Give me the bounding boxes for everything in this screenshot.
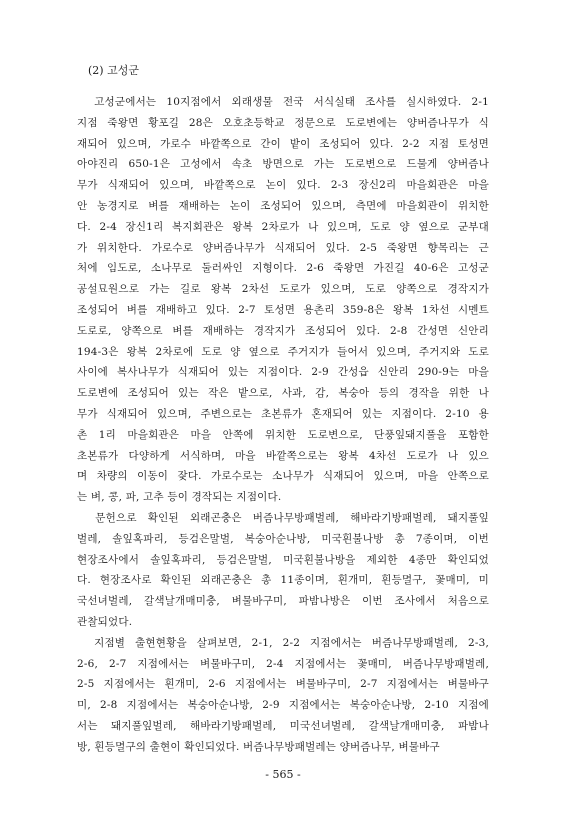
text-line: 다. 2-4 장신1리 복지회관은 왕복 2차로가 나 있으며, 도로 양 옆으로 군부대 bbox=[77, 220, 489, 233]
text-line: 지점별 출현현황을 살펴보면, 2-1, 2-2 지점에서는 버즘나무방패벌레, 2-3, bbox=[77, 636, 489, 649]
text-line: 서는 돼지풀잎벌레, 해바라기방패벌레, 미국선녀벌레, 갈색날개매미충, 파밤나 bbox=[77, 719, 489, 732]
text-line: 처에 임도로, 소나무로 둘러싸인 지형이다. 2-6 죽왕면 가진길 40-6은 고성군 bbox=[77, 262, 489, 275]
text-line: 촌 1리 마을회관은 마을 안쪽에 위치한 도로변으로, 단풍잎돼지풀을 포함한 bbox=[77, 428, 489, 441]
text-line: 2-5 지점에서는 흰개미, 2-6 지점에서는 벼물바구미, 2-7 지점에서는 벼물바구 bbox=[77, 678, 489, 691]
text-line: 194-3은 왕복 2차로에 도로 양 옆으로 주거지가 들어서 있으며, 주거지와 도로 bbox=[77, 345, 489, 358]
text-line: 벌레, 솔잎혹파리, 등검은말벌, 복숭아순나방, 미국흰불나방 총 7종이며, 이번 bbox=[77, 532, 489, 545]
text-line: 초본류가 다양하게 서식하며, 마을 바깥쪽으로는 왕복 4차선 도로가 나 있으 bbox=[77, 449, 489, 462]
text-line: 아야진리 650-1은 고성에서 속초 방면으로 가는 도로변으로 드물게 양버즘나 bbox=[77, 158, 489, 171]
text-line: 고성군에서는 10지점에서 외래생물 전국 서식실태 조사를 실시하였다. 2-1 bbox=[77, 96, 489, 108]
text-line: 지점 죽왕면 황포길 28은 오호초등학교 정문으로 도로변에는 양버즘나무가 식 bbox=[77, 116, 489, 129]
text-line: 현장조사에서 솔잎혹파리, 등검은말벌, 미국흰불나방을 제외한 4종만 확인되었 bbox=[77, 553, 489, 566]
text-line: 미, 2-8 지점에서는 복숭아순나방, 2-9 지점에서는 복숭아순나방, 2-10 지점에 bbox=[77, 699, 489, 712]
paragraph-3 bbox=[77, 633, 489, 758]
text-line: 조성되어 벼를 재배하고 있다. 2-7 토성면 용촌리 359-8은 왕복 1차선 시멘트 bbox=[77, 303, 489, 316]
section-title: (2) 고성군 bbox=[88, 64, 139, 77]
text-line: 재되어 있으며, 가로수 바깥쪽으로 간이 밭이 조성되어 있다. 2-2 지점 토성면 bbox=[77, 137, 489, 150]
text-line: 도로로, 양쪽으로 벼를 재배하는 경작지가 조성되어 있다. 2-8 간성면 신안리 bbox=[77, 324, 489, 337]
text-line: 가 위치한다. 가로수로 양버즘나무가 식재되어 있다. 2-5 죽왕면 향목리는 근 bbox=[77, 241, 489, 254]
text-line: 무가 식재되어 있으며, 바깥쪽으로 논이 있다. 2-3 장신2리 마을회관은 마을 bbox=[77, 179, 489, 192]
text-line: 도로변에 조성되어 있는 작은 밭으로, 사과, 감, 복숭아 등의 경작을 위한 나 bbox=[77, 387, 489, 400]
text-line: 공설묘원으로 가는 길로 왕복 2차선 도로가 있으며, 도로 양쪽으로 경작지가 bbox=[77, 283, 489, 296]
body-text bbox=[77, 92, 489, 758]
text-line: 는 벼, 콩, 파, 고추 등이 경작되는 지점이다. bbox=[77, 491, 282, 504]
paragraph-1 bbox=[77, 92, 489, 508]
text-line: 다. 현장조사로 확인된 외래곤충은 총 11종이며, 흰개미, 흰등멸구, 꽃매미, 미 bbox=[77, 574, 489, 587]
text-line: 무가 식재되어 있으며, 주변으로는 초본류가 혼재되어 있는 지점이다. 2-10 용 bbox=[77, 407, 489, 420]
text-line: 국선녀벌레, 갈색날개매미충, 벼물바구미, 파밤나방은 이번 조사에서 처음으로 bbox=[77, 595, 489, 608]
text-line: 문헌으로 확인된 외래곤충은 버즘나무방패벌레, 해바라기방패벌레, 돼지풀잎 bbox=[77, 511, 489, 524]
paragraph-2 bbox=[77, 508, 489, 633]
text-line: 관찰되었다. bbox=[77, 615, 133, 628]
text-line: 2-6, 2-7 지점에서는 벼물바구미, 2-4 지점에서는 꽃매미, 버즘나무방패벌레, bbox=[77, 657, 489, 670]
text-line: 방, 흰등멸구의 출현이 확인되었다. 버즘나무방패벌레는 양버즘나무, 벼물바구 bbox=[77, 740, 440, 753]
page-number: - 565 - bbox=[265, 768, 301, 781]
text-line: 며 차량의 이동이 잦다. 가로수로는 소나무가 식재되어 있으며, 마을 안쪽으로 bbox=[77, 470, 489, 483]
text-line: 사이에 복사나무가 식재되어 있는 지점이다. 2-9 간성읍 신안리 290-9는 마을 bbox=[77, 366, 489, 379]
text-line: 안 농경지로 벼를 재배하는 논이 조성되어 있으며, 측면에 마을회관이 위치한 bbox=[77, 199, 489, 212]
